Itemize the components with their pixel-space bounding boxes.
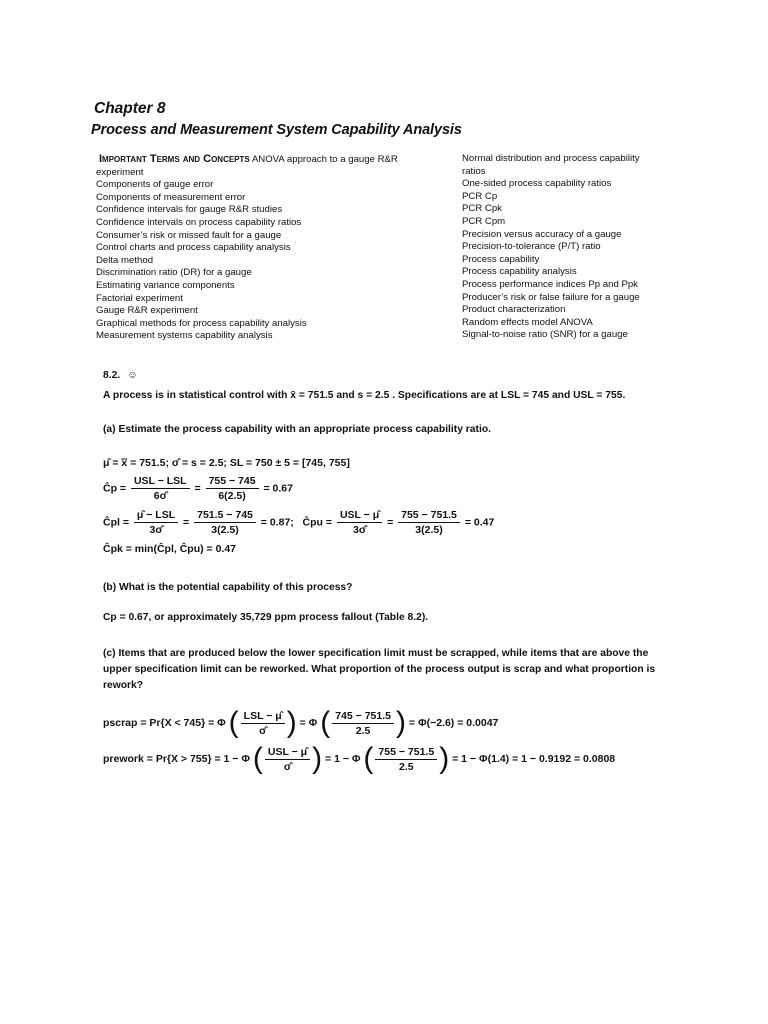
chapter-title: Process and Measurement System Capability Analysis [91,122,462,138]
fraction-denominator: 6(2.5) [218,490,246,502]
term-item: Discrimination ratio (DR) for a gauge [96,267,252,279]
cp-equation [103,474,293,503]
fraction-denominator: 6σ̂ [153,490,167,502]
term-item: Producer’s risk or false failure for a gauge [462,291,640,303]
fraction-numerator: μ̂ − LSL [134,508,178,523]
rework-mid: = 1 − Φ [325,752,361,765]
left-paren-icon: ( [363,742,374,775]
term-item: Graphical methods for process capability analysis [96,317,307,329]
cpl-cpu-equation [103,508,494,537]
term-item: Delta method [96,254,154,266]
equals-sign: = [387,516,394,529]
question-b: (b) What is the potential capability of this process? [103,582,353,593]
cp-lhs: Ĉp = [103,482,127,495]
term-item: experiment [96,166,144,178]
term-item: One-sided process capability ratios [462,178,612,190]
cpu-result: = 0.47 [464,516,495,529]
rework-lhs: prework = Pr{X > 755} = 1 − Φ [103,752,250,765]
scrap-mid: = Φ [299,716,318,729]
term-item: Process capability [462,253,540,265]
term-item: Consumer’s risk or missed fault for a gauge [96,229,282,241]
fraction-numerator: USL − μ̂ [265,745,310,760]
rework-equation [103,744,615,774]
cpl-fraction-symbolic [134,508,178,537]
term-item: Components of gauge error [96,179,214,191]
cp-fraction-numeric [206,474,259,503]
fraction-numerator: 745 − 751.5 [332,709,394,724]
fraction-numerator: 755 − 745 [206,474,259,489]
term-item: Normal distribution and process capability ratios [462,153,640,177]
problem-statement: A process is in statistical control with x̄ = 751.5 and s = 2.5 . Specifications are at LSL = 745 and USL = 755. [103,390,626,401]
term-item: Measurement systems capability analysis [96,330,273,342]
term-item: Confidence intervals on process capability ratios [96,216,302,228]
fraction-numerator: USL − μ̂ [337,508,382,523]
left-paren-icon: ( [252,742,263,775]
right-paren-icon: ) [312,742,323,775]
term-item: Components of measurement error [96,191,246,203]
right-paren-icon: ) [286,706,297,739]
problem-number [103,370,138,381]
term-item: Precision-to-tolerance (P/T) ratio [462,241,601,253]
term-item: Signal-to-noise ratio (SNR) for a gauge [462,329,628,341]
fraction-denominator: σ̂ [259,724,267,737]
fraction-denominator: 3(2.5) [415,524,443,536]
fraction-numerator: LSL − μ̂ [241,709,285,724]
term-item: PCR Cpk [462,203,502,215]
term-item: Confidence intervals for gauge R&R studies [96,204,283,216]
question-c: (c) Items that are produced below the lower specification limit must be scrapped, while items that are above the upper specification limit can be reworked. What proportion of the process output is scrap and what proportion is rework? [103,648,656,691]
fraction-denominator: σ̂ [283,760,292,773]
fraction-numerator: USL − LSL [131,474,190,489]
chapter-number: Chapter 8 [94,100,166,117]
term-item: Factorial experiment [96,292,183,304]
term-item: Precision versus accuracy of a gauge [462,228,622,240]
term-item: PCR Cpm [462,215,506,227]
term-item: PCR Cp [462,190,498,202]
terms-heading: Important Terms and Concepts [99,153,250,165]
rework-fraction-symbolic [265,745,310,774]
rework-result: = 1 − Φ(1.4) = 1 − 0.9192 = 0.0808 [452,752,616,765]
fraction-numerator: 755 − 751.5 [398,508,460,523]
estimates-line: μ̂ = x̿ = 751.5; σ̂ = s = 2.5; SL = 750 ± 5 = [745, 755] [103,457,350,469]
term-item: Gauge R&R experiment [96,305,198,317]
fraction-numerator: 751.5 − 745 [194,508,256,523]
fraction-denominator: 2.5 [355,724,371,737]
cpu-lhs: Ĉpu = [302,516,333,529]
smiley-icon: ☺ [127,370,138,381]
right-paren-icon: ) [439,742,450,775]
cpl-fraction-numeric [194,508,256,537]
fraction-numerator: 755 − 751.5 [375,745,437,760]
scrap-equation [103,708,498,738]
term-item: Process performance indices Pp and Ppk [462,278,638,290]
fraction-denominator: 3(2.5) [211,524,239,536]
scrap-fraction-symbolic [241,709,285,738]
cpl-lhs: Ĉpl = [103,516,129,529]
problem-number-label: 8.2. [103,370,121,381]
right-paren-icon: ) [395,706,406,739]
terms-right-column [462,153,662,342]
fraction-denominator: 2.5 [399,760,414,773]
fraction-denominator: 3σ̂ [149,524,163,536]
cpu-fraction-numeric [398,508,460,537]
cp-fraction-symbolic [131,474,190,503]
scrap-result: = Φ(−2.6) = 0.0047 [408,716,499,729]
question-a: (a) Estimate the process capability with an appropriate process capability ratio. [103,424,491,435]
rework-fraction-numeric [375,745,437,774]
left-paren-icon: ( [320,706,331,739]
term-item: ANOVA approach to a gauge R&R [251,154,398,165]
scrap-fraction-numeric [332,709,394,738]
scrap-lhs: pscrap = Pr{X < 745} = Φ [103,716,226,729]
term-item: Random effects model ANOVA [462,316,593,328]
answer-b: Cp = 0.67, or approximately 35,729 ppm process fallout (Table 8.2). [103,612,429,623]
term-item: Product characterization [462,304,566,316]
term-item: Control charts and process capability analysis [96,242,291,254]
terms-heading-line [96,153,436,167]
cp-result: = 0.67 [263,482,293,495]
cpk-equation: Ĉpk = min(Ĉpl, Ĉpu) = 0.47 [103,543,237,555]
equals-sign: = [194,482,201,495]
cpl-result: = 0.87; [260,516,294,529]
term-item: Estimating variance components [96,279,235,291]
fraction-denominator: 3σ̂ [353,524,367,536]
equals-sign: = [183,516,190,529]
terms-left-column [96,153,436,343]
term-item: Process capability analysis [462,266,577,278]
cpu-fraction-symbolic [337,508,382,537]
left-paren-icon: ( [228,706,239,739]
